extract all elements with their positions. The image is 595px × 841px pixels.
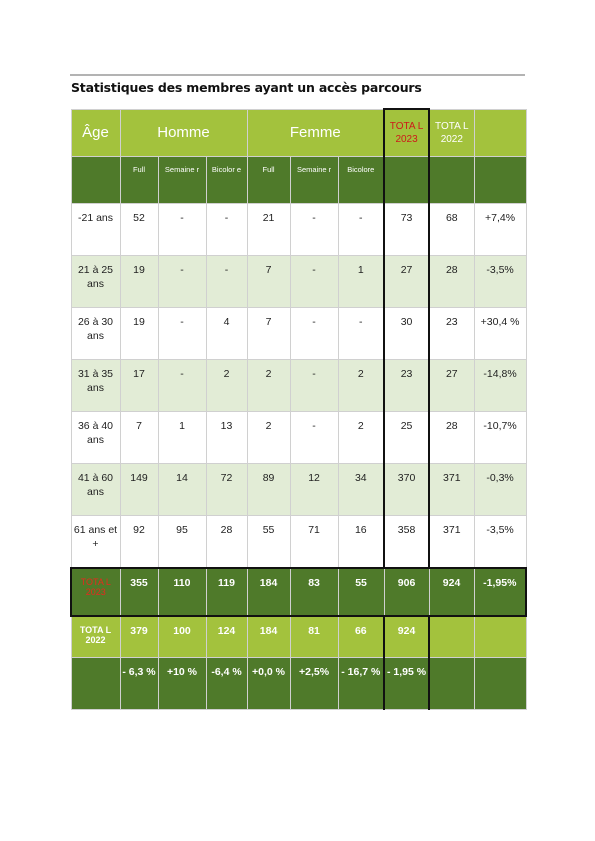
table-cell: 95 xyxy=(158,516,206,568)
table-row xyxy=(71,412,526,464)
table-cell: - xyxy=(206,256,247,308)
subheader-variation xyxy=(474,157,526,204)
table-cell: 28 xyxy=(429,256,474,308)
table-row xyxy=(71,204,526,256)
table-cell: 110 xyxy=(158,568,206,616)
table-cell: 2 xyxy=(247,412,290,464)
femme-header: Femme xyxy=(247,109,384,157)
table-cell: 379 xyxy=(120,616,158,658)
age-cell: 26 à 30 ans xyxy=(71,308,120,360)
table-cell: 19 xyxy=(120,308,158,360)
table-cell: - xyxy=(338,204,384,256)
table-cell: 55 xyxy=(247,516,290,568)
table-cell: 16 xyxy=(338,516,384,568)
table-cell: 371 xyxy=(429,464,474,516)
table-cell xyxy=(429,658,474,710)
table-cell: 19 xyxy=(120,256,158,308)
variation-row xyxy=(71,658,526,710)
table-cell: +0,0 % xyxy=(247,658,290,710)
table-cell: 23 xyxy=(384,360,429,412)
table-cell: 30 xyxy=(384,308,429,360)
table-cell: 1 xyxy=(338,256,384,308)
table-cell: - xyxy=(158,256,206,308)
table-cell: 72 xyxy=(206,464,247,516)
table-cell: +10 % xyxy=(158,658,206,710)
title-rule xyxy=(70,74,525,76)
table-cell: 2 xyxy=(206,360,247,412)
table-cell: - 16,7 % xyxy=(338,658,384,710)
total-2023-label: TOTA L 2023 xyxy=(71,568,120,616)
table-cell: 71 xyxy=(290,516,338,568)
age-cell: 31 à 35 ans xyxy=(71,360,120,412)
table-cell: 7 xyxy=(247,308,290,360)
table-cell: 27 xyxy=(384,256,429,308)
table-cell: - 1,95 % xyxy=(384,658,429,710)
total-2022-label: TOTA L 2022 xyxy=(71,616,120,658)
table-cell: -6,4 % xyxy=(206,658,247,710)
table-cell: 89 xyxy=(247,464,290,516)
table-cell: 28 xyxy=(429,412,474,464)
table-cell xyxy=(474,658,526,710)
variation-label xyxy=(71,658,120,710)
table-cell: - xyxy=(290,204,338,256)
subheader-row xyxy=(71,157,526,204)
table-cell: -14,8% xyxy=(474,360,526,412)
age-cell: 41 à 60 ans xyxy=(71,464,120,516)
table-cell: +7,4% xyxy=(474,204,526,256)
table-cell: 28 xyxy=(206,516,247,568)
table-cell: 12 xyxy=(290,464,338,516)
table-cell: 184 xyxy=(247,568,290,616)
table-cell: 184 xyxy=(247,616,290,658)
table-cell: 7 xyxy=(120,412,158,464)
subheader-homme-full: Full xyxy=(120,157,158,204)
table-cell: - xyxy=(290,308,338,360)
table-cell: 2 xyxy=(247,360,290,412)
table-row xyxy=(71,464,526,516)
total-2023-row xyxy=(71,568,526,616)
age-header: Âge xyxy=(71,109,120,157)
table-cell: - xyxy=(158,308,206,360)
table-cell: - xyxy=(158,360,206,412)
subheader-empty xyxy=(71,157,120,204)
table-cell: 7 xyxy=(247,256,290,308)
age-cell: -21 ans xyxy=(71,204,120,256)
subheader-femme-semainier: Semaine r xyxy=(290,157,338,204)
members-table xyxy=(70,108,527,710)
table-cell: 124 xyxy=(206,616,247,658)
table-cell: -3,5% xyxy=(474,256,526,308)
subheader-total-2022 xyxy=(429,157,474,204)
table-cell xyxy=(474,616,526,658)
table-cell: - xyxy=(290,360,338,412)
table-cell: 149 xyxy=(120,464,158,516)
table-row xyxy=(71,516,526,568)
table-cell: -1,95% xyxy=(474,568,526,616)
table-cell: 2 xyxy=(338,412,384,464)
table-cell: 73 xyxy=(384,204,429,256)
table-cell: - xyxy=(206,204,247,256)
table-cell: 17 xyxy=(120,360,158,412)
table-cell: 14 xyxy=(158,464,206,516)
table-cell: 119 xyxy=(206,568,247,616)
table-cell: -10,7% xyxy=(474,412,526,464)
table-cell: 13 xyxy=(206,412,247,464)
table-cell: 83 xyxy=(290,568,338,616)
table-cell: 27 xyxy=(429,360,474,412)
table-cell: 100 xyxy=(158,616,206,658)
table-cell: 34 xyxy=(338,464,384,516)
table-cell: - xyxy=(290,412,338,464)
table-cell: 4 xyxy=(206,308,247,360)
variation-header xyxy=(474,109,526,157)
total-2022-header: TOTA L 2022 xyxy=(429,109,474,157)
table-cell: 370 xyxy=(384,464,429,516)
table-cell: 371 xyxy=(429,516,474,568)
table-row xyxy=(71,360,526,412)
subheader-femme-bicolore: Bicolore xyxy=(338,157,384,204)
table-row xyxy=(71,308,526,360)
table-cell: 66 xyxy=(338,616,384,658)
table-cell: 924 xyxy=(384,616,429,658)
table-cell: 68 xyxy=(429,204,474,256)
age-cell: 61 ans et + xyxy=(71,516,120,568)
total-2023-header: TOTA L 2023 xyxy=(384,109,429,157)
table-cell: 25 xyxy=(384,412,429,464)
table-cell xyxy=(429,616,474,658)
table-cell: - 6,3 % xyxy=(120,658,158,710)
age-cell: 36 à 40 ans xyxy=(71,412,120,464)
header-row xyxy=(71,109,526,157)
page-title: Statistiques des membres ayant un accès parcours xyxy=(71,80,422,95)
table-cell: 2 xyxy=(338,360,384,412)
table-cell: 81 xyxy=(290,616,338,658)
total-2022-row xyxy=(71,616,526,658)
subheader-femme-full: Full xyxy=(247,157,290,204)
age-cell: 21 à 25 ans xyxy=(71,256,120,308)
subheader-total-2023 xyxy=(384,157,429,204)
table-cell: 21 xyxy=(247,204,290,256)
subheader-homme-bicolore: Bicolor e xyxy=(206,157,247,204)
table-cell: 52 xyxy=(120,204,158,256)
table-cell: 55 xyxy=(338,568,384,616)
homme-header: Homme xyxy=(120,109,247,157)
table-cell: +2,5% xyxy=(290,658,338,710)
table-cell: 358 xyxy=(384,516,429,568)
table-cell: 906 xyxy=(384,568,429,616)
table-cell: +30,4 % xyxy=(474,308,526,360)
table-row xyxy=(71,256,526,308)
table-cell: - xyxy=(290,256,338,308)
table-cell: 355 xyxy=(120,568,158,616)
table-cell: 23 xyxy=(429,308,474,360)
table-cell: -3,5% xyxy=(474,516,526,568)
table-cell: -0,3% xyxy=(474,464,526,516)
table-cell: - xyxy=(158,204,206,256)
table-cell: - xyxy=(338,308,384,360)
subheader-homme-semainier: Semaine r xyxy=(158,157,206,204)
table-cell: 1 xyxy=(158,412,206,464)
table-cell: 92 xyxy=(120,516,158,568)
table-cell: 924 xyxy=(429,568,474,616)
